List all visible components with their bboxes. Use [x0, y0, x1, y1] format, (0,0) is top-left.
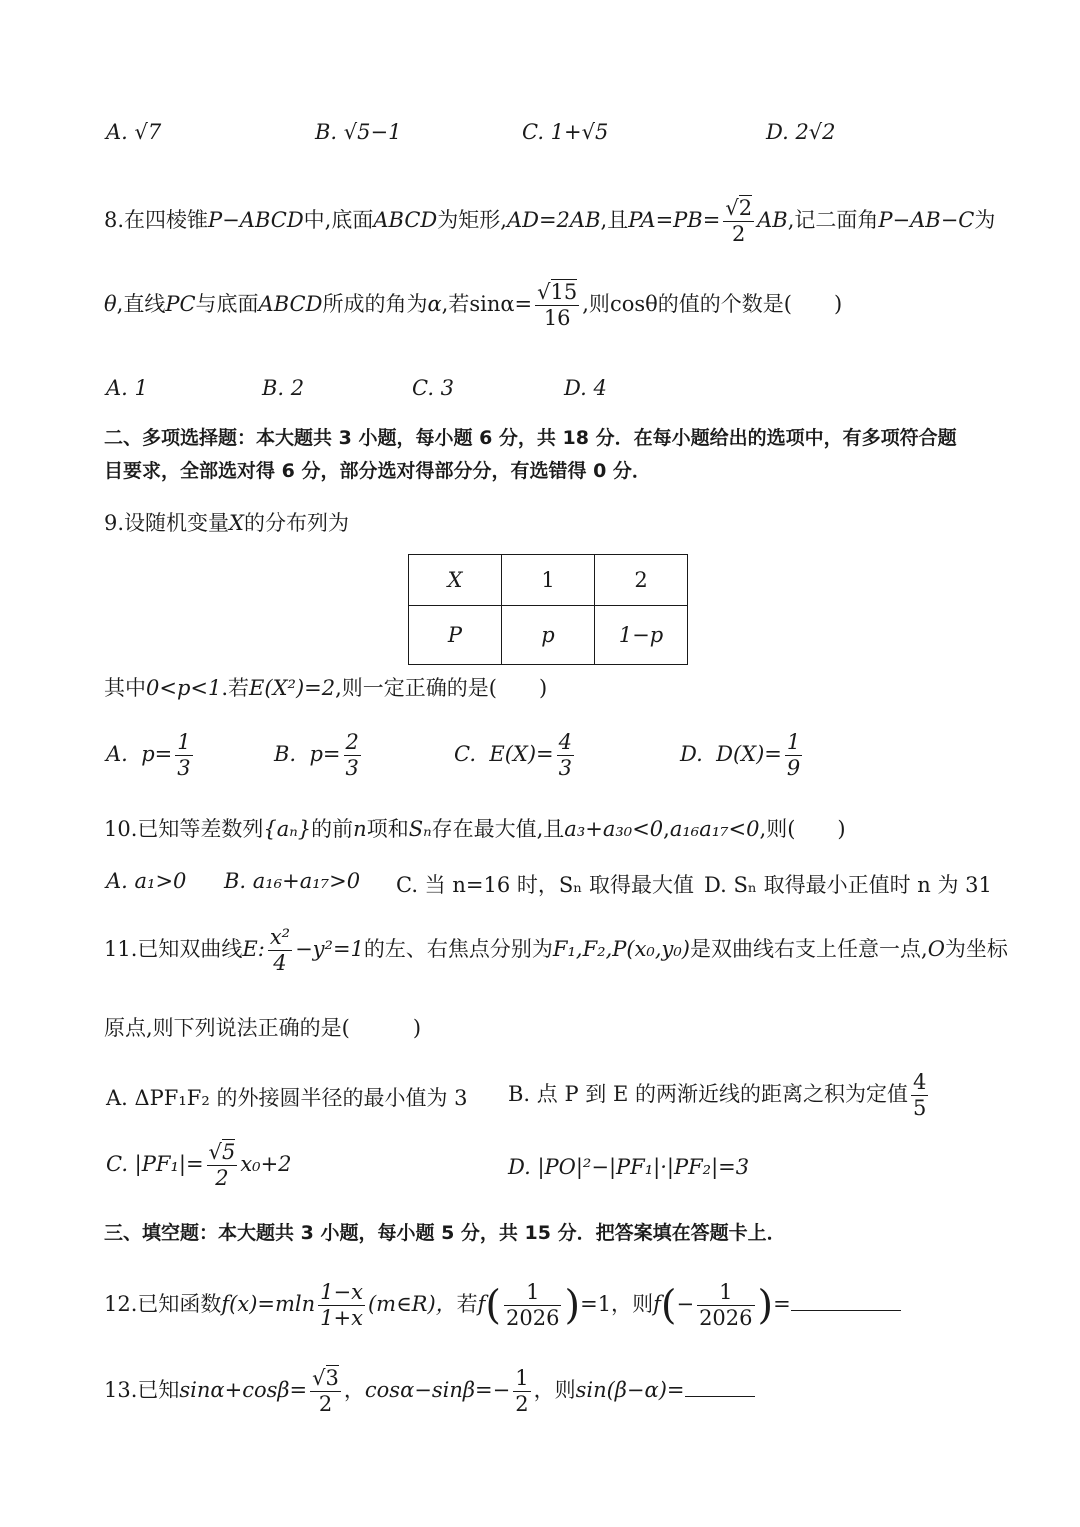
table-cell: 2 [595, 555, 688, 606]
table-cell: X [409, 555, 502, 606]
q10-option-a: A. a₁>0 [106, 869, 187, 893]
q10-stem: 10.已知等差数列{aₙ}的前n项和Sₙ存在最大值,且a₃+a₃₀<0,a₁₆a₁₇<0,则( ) [104, 817, 846, 841]
q9-condition: 其中0<p<1.若E(X²)=2,则一定正确的是( ) [104, 676, 548, 700]
q9-option-d: D. D(X)= $\frac{1}{9}$ [680, 730, 801, 781]
q8-option-b: B. 2 [262, 376, 305, 400]
q11-option-a: A. ΔPF₁F₂ 的外接圆半径的最小值为 3 [106, 1086, 468, 1110]
q11-option-b: B. 点 P 到 E 的两渐近线的距离之积为定值 $\frac{4}{5}$ [508, 1070, 927, 1121]
section-3-heading: 三、填空题：本大题共 3 小题，每小题 5 分，共 15 分．把答案填在答题卡上． [104, 1222, 786, 1244]
q13-stem: 13.已知sinα+cosβ= $\frac{√3}{2}$ ，cosα−sinβ=− $\frac{1}{2}$ ，则sin(β−α)= [104, 1366, 755, 1417]
table-row [409, 555, 688, 606]
table-cell: P [409, 606, 502, 665]
q9-option-b: B. p= $\frac{2}{3}$ [274, 730, 359, 781]
q10-option-c: C. 当 n=16 时，Sₙ 取得最大值 [396, 873, 695, 897]
q7-option-a: A. √7 [106, 120, 162, 144]
table-cell: p [502, 606, 595, 665]
q8-fraction: $\frac{√2}{2}$ [725, 196, 753, 247]
table-cell: 1 [502, 555, 595, 606]
q10-option-d: D. Sₙ 取得最小正值时 n 为 31 [704, 873, 992, 897]
section-2-heading-line-1: 二、多项选择题：本大题共 3 小题，每小题 6 分，共 18 分．在每小题给出的选项中，有多项符合题 [104, 427, 957, 449]
table-row [409, 606, 688, 665]
q8-option-a: A. 1 [106, 376, 148, 400]
q8-sin-fraction: $\frac{√15}{16}$ [537, 280, 578, 331]
q9-intro: 9.设随机变量X的分布列为 [104, 511, 349, 535]
q11-stem-line-2: 原点,则下列说法正确的是( ) [104, 1016, 422, 1040]
section-2-heading-line-2: 目要求，全部选对得 6 分，部分选对得部分分，有选错得 0 分． [104, 460, 651, 482]
distribution-table [408, 554, 688, 665]
q11-stem: 11.已知双曲线E: $\frac{\text{x²}}{4}$ −y²=1的左、右焦点分别为F₁,F₂,P(x₀,y₀)是双曲线右支上任意一点,O为坐标 [104, 925, 1008, 976]
q7-option-b: B. √5−1 [315, 120, 402, 144]
q7-option-d: D. 2√2 [766, 120, 836, 144]
table-cell: 1−p [595, 606, 688, 665]
q8-line-2: θ,直线PC与底面ABCD所成的角为α,若sinα= $\frac{√15}{16}$ ,则cosθ的值的个数是( ) [104, 280, 843, 331]
q8-line-1: 8.在四棱锥P−ABCD中,底面ABCD为矩形,AD=2AB,且PA=PB= $\frac{√2}{2}$ AB,记二面角P−AB−C为 [104, 196, 996, 247]
q7-option-c: C. 1+√5 [522, 120, 609, 144]
q12-stem: 12.已知函数f(x)=mln $\frac{1-x}{1+x}$ (m∈R)，若f( $\frac{1}{2026}$ )=1，则f(− $\frac{1}{2026}$ )= [104, 1280, 901, 1331]
q10-option-b: B. a₁₆+a₁₇>0 [224, 869, 361, 893]
q9-option-a: A. p= $\frac{1}{3}$ [106, 730, 191, 781]
q8-option-c: C. 3 [412, 376, 455, 400]
q11-option-c: C. |PF₁|= $\frac{√5}{2}$ x₀+2 [106, 1140, 292, 1191]
q13-answer-blank[interactable] [685, 1375, 755, 1397]
q12-answer-blank[interactable] [791, 1289, 901, 1311]
q8-option-d: D. 4 [564, 376, 607, 400]
q9-option-c: C. E(X)= $\frac{4}{3}$ [454, 730, 572, 781]
q11-option-d: D. |PO|²−|PF₁|·|PF₂|=3 [508, 1155, 750, 1179]
